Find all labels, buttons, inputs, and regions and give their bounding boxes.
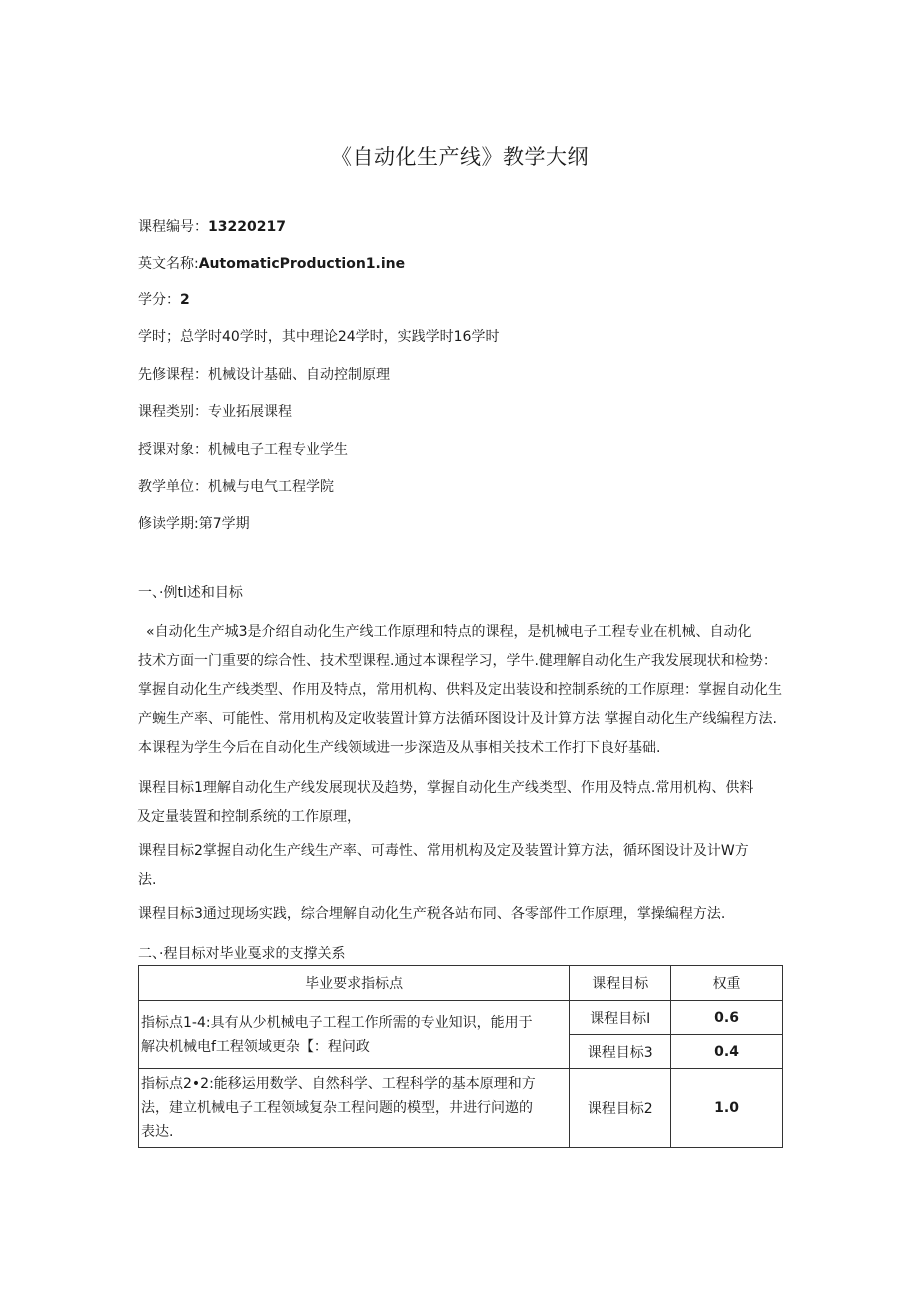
section2-heading: 二、·程目标对毕业戛求的支撑关系 [138, 946, 346, 962]
meta-category: 课程类别：专业拓展课程 [138, 404, 292, 420]
table-row [139, 1069, 783, 1148]
course-goal-2: 课程目标2掌握自动化生产线生产率、可毒性、常用机构及定及装置计算方法，循环图设计及计W方 法. [138, 843, 749, 888]
course-goal-1: 课程目标1理解自动化生产线发展现状及趋势，掌握自动化生产线类型、作用及特点.常用机构、供料 及定量装置和控制系统的工作原理， [137, 780, 754, 825]
meta-hours: 学时；总学时40学时，其中理论24学时，实践学时16学时 [138, 329, 500, 345]
support-table [138, 965, 783, 1148]
course-goal-cell: 课程目标2 [570, 1069, 671, 1148]
meta-course-code: 课程编号：13220217 [138, 219, 286, 235]
course-goal-cell: 课程目标3 [570, 1035, 671, 1069]
weight-cell: 0.4 [671, 1035, 783, 1069]
header-course-goal: 课程目标 [570, 966, 671, 1001]
meta-semester: 修读学期:第7学期 [138, 516, 250, 532]
meta-teaching-unit: 教学单位：机械与电气工程学院 [138, 479, 334, 495]
course-goal-cell: 课程目标I [570, 1001, 671, 1035]
meta-prerequisites: 先修课程：机械设计基础、自动控制原理 [138, 367, 390, 383]
course-goal-3: 课程目标3通过现场实践，综合埋解自动化生产税各站布同、各零部件工作原理，掌操编程方法. [138, 906, 726, 922]
section1-intro: «自动化生产城3是介绍自动化生产线工作原理和特点的课程，是机械电子工程专业在机械、自动化 技术方面一门重要的综合性、技术型课程.通过本课程学习，学牛.健理解自动化生产我发展现状和检势： 掌握自动化生产线类型、作用及特点，常用机构、供料及定出装设和控制系统的工作原理：掌握自动化生 产蜿生产率、可能性、常用机构及定收装置计算方法循环图设计及计算方法 掌握自动化生产线编程方法. 本课程为学生今后在自动化生产线领域进一步深造及从事相关技术工作打下良好基础. [138, 624, 782, 756]
requirement-point: 指标点2•2:能移运用数学、自然科学、工程科学的基本原理和方 法，建立机械电子工程领域复杂工程问题的模型，井进行问遨的 表达. [139, 1069, 570, 1148]
meta-english-name: 英文名称:AutomaticProduction1.ine [138, 256, 406, 272]
header-weight: 权重 [671, 966, 783, 1001]
table-row [139, 1001, 783, 1035]
requirement-point: 指标点1-4:具有从少机械电子工程工作所需的专业知识，能用于 解决机械电f工程领域更杂【：程问政 [139, 1001, 570, 1069]
header-requirement: 毕业要求指标点 [139, 966, 570, 1001]
meta-audience: 授课对象：机械电子工程专业学生 [138, 442, 348, 458]
table-header-row [139, 966, 783, 1001]
weight-cell: 1.0 [671, 1069, 783, 1148]
weight-cell: 0.6 [671, 1001, 783, 1035]
document-title: 《自动化生产线》教学大纲 [331, 145, 589, 169]
meta-credits: 学分：2 [138, 292, 190, 308]
section1-heading: 一、·例tl述和目标 [138, 585, 243, 601]
